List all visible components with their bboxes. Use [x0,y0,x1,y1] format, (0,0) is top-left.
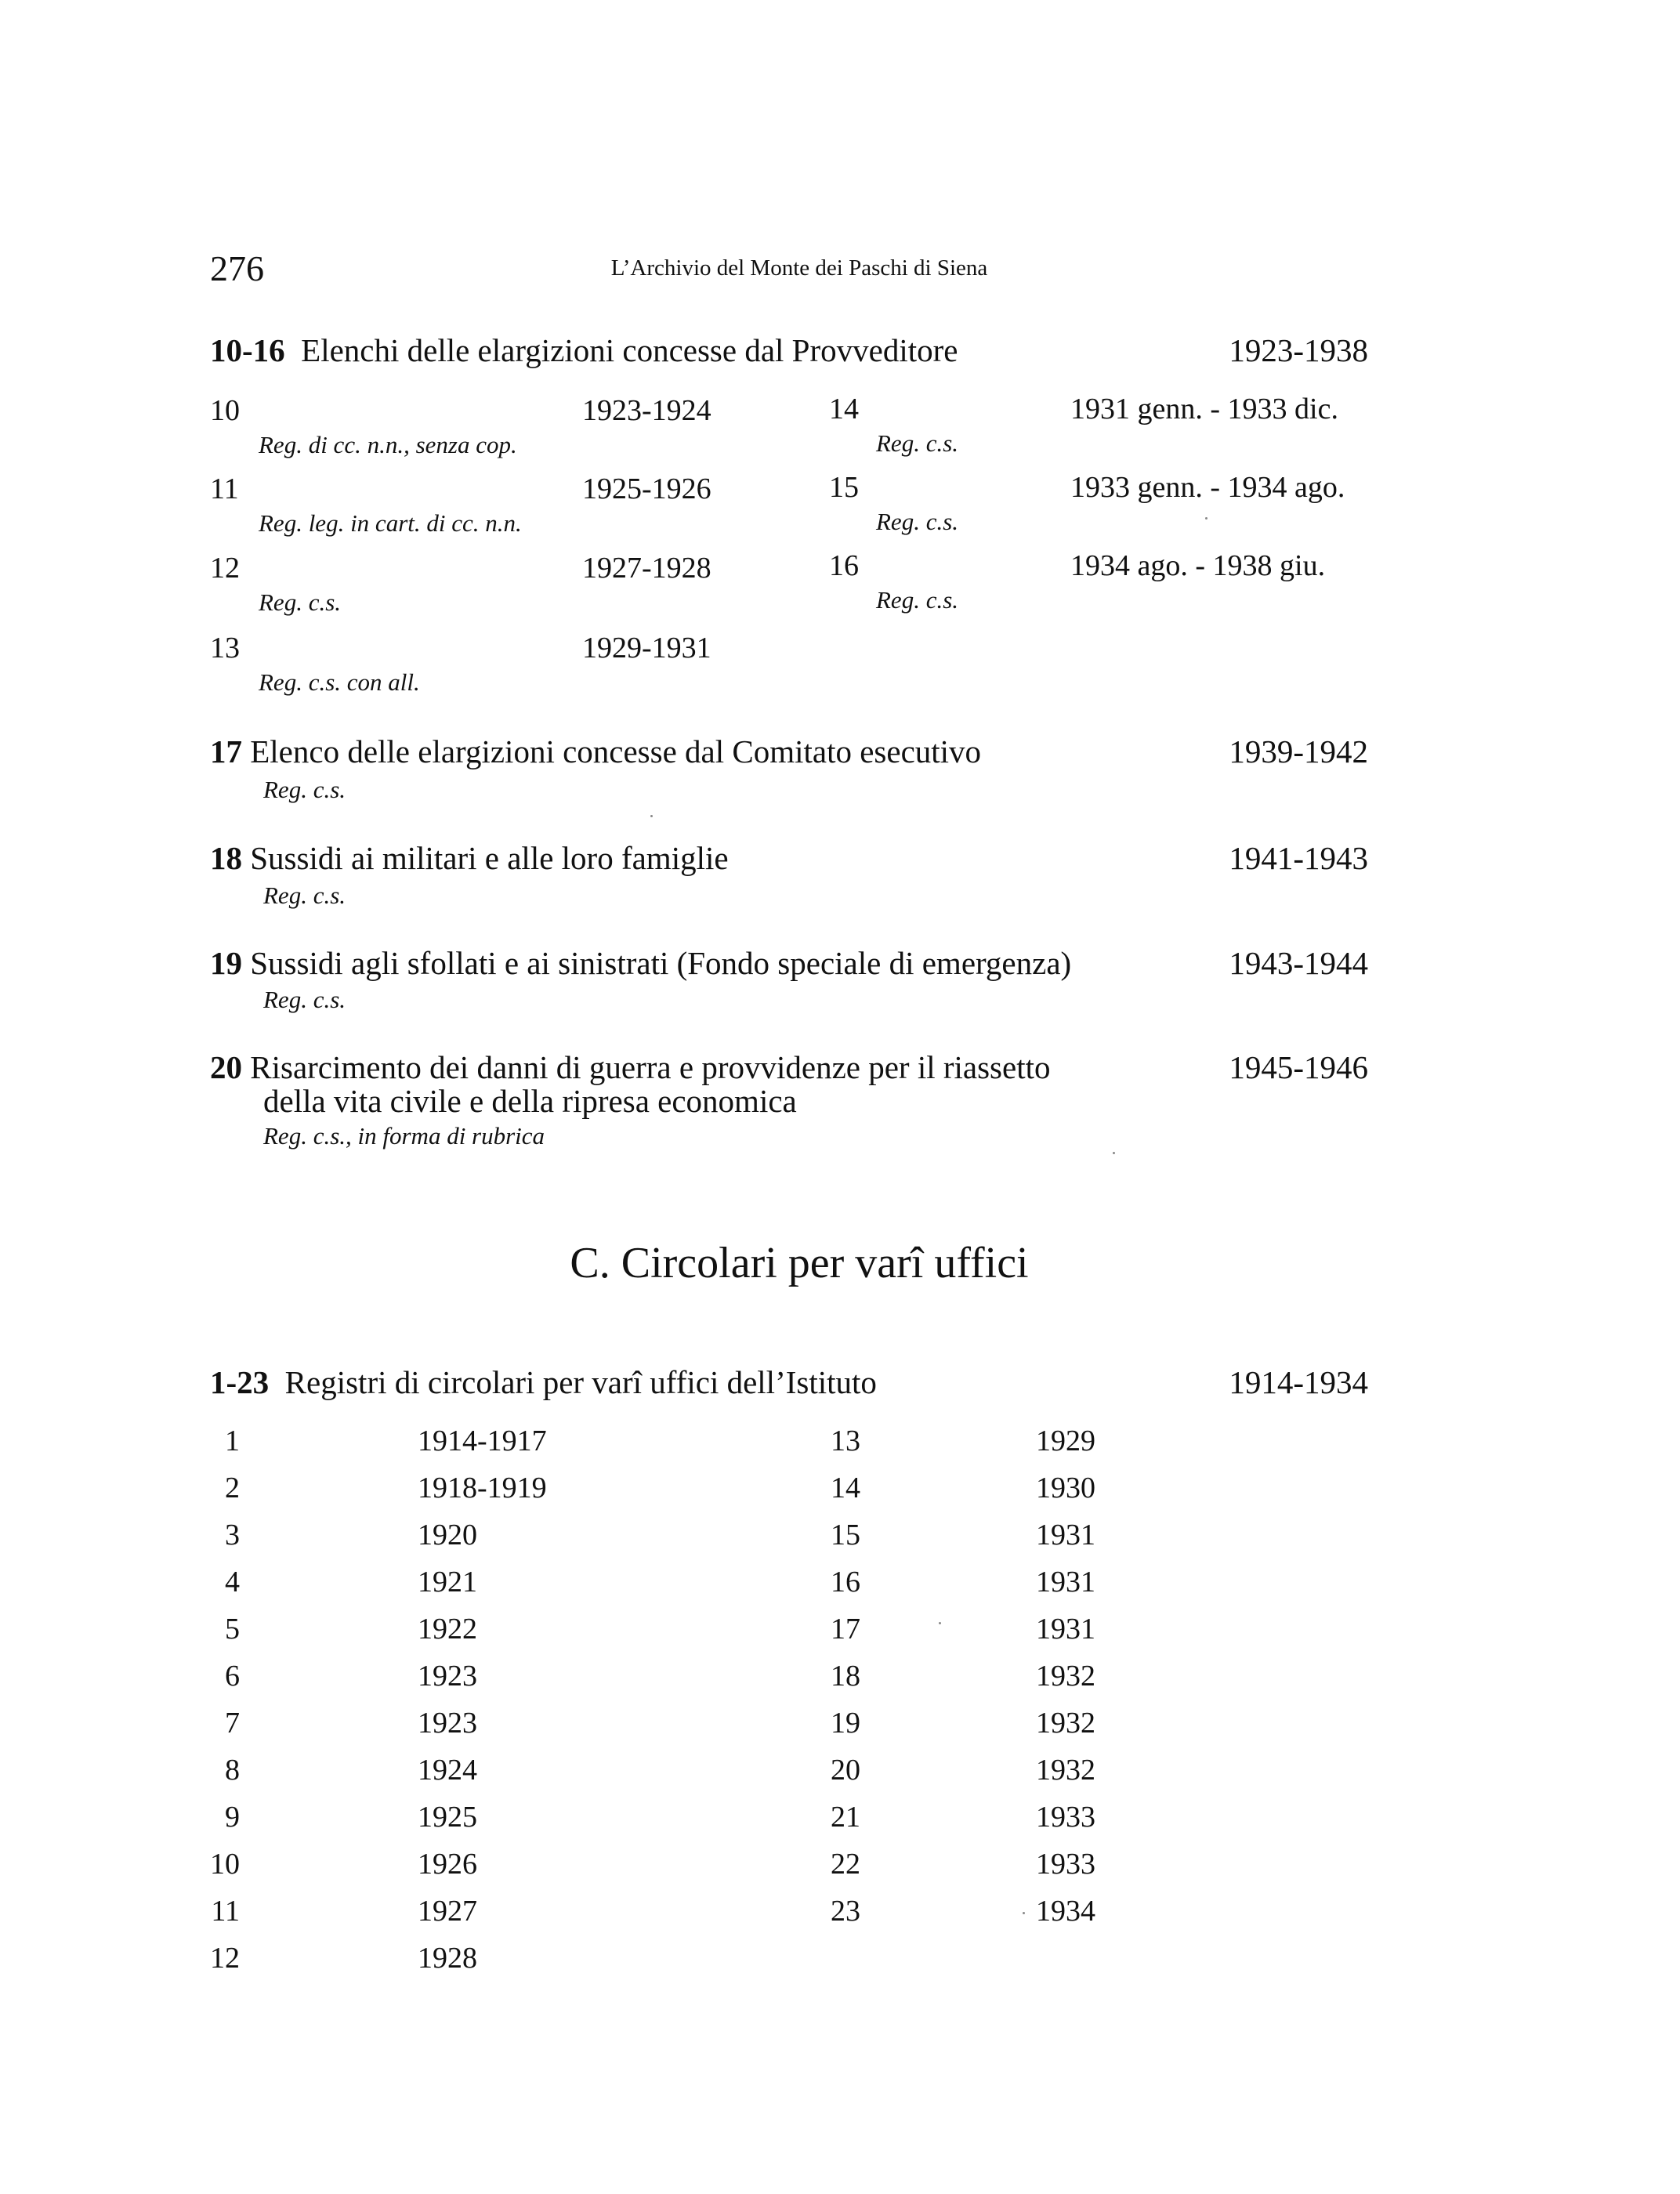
register-number: 18 [831,1660,860,1693]
entry-date: 1945-1946 [1229,1049,1368,1085]
register-year: 1920 [418,1519,477,1551]
register-year: 1925 [418,1801,477,1834]
sub-item-note: Reg. c.s. [876,586,959,614]
register-year: 1922 [418,1613,477,1646]
register-year: 1932 [1036,1707,1095,1740]
sub-item-number: 14 [829,393,859,425]
entry-title: Elenchi delle elargizioni concesse dal Provveditore [301,332,958,368]
entry-17 [210,733,1368,769]
entry-note: Reg. c.s. [263,776,346,803]
entry-19 [210,945,1368,981]
entry-title: Elenco delle elargizioni concesse dal Comitato esecutivo [250,733,982,769]
entry-title-continuation: della vita civile e della ripresa economica [263,1083,797,1119]
register-number: 16 [831,1566,860,1598]
sub-item-date: 1929-1931 [582,632,711,664]
register-year: 1918-1919 [418,1472,547,1504]
register-number: 23 [831,1895,860,1928]
scan-speck [1113,1152,1115,1154]
entry-number: 17 [210,733,242,769]
register-number: 13 [831,1425,860,1457]
sub-item-number: 12 [210,552,240,585]
register-year: 1929 [1036,1425,1095,1457]
entry-note: Reg. c.s. [263,882,346,909]
sub-item-number: 16 [829,549,859,582]
register-year: 1932 [1036,1660,1095,1693]
register-year: 1931 [1036,1613,1095,1646]
running-header: L’Archivio del Monte dei Paschi di Siena [610,255,988,281]
register-number: 9 [225,1801,240,1834]
register-year: 1923 [418,1707,477,1740]
register-number: 6 [225,1660,240,1693]
register-year: 1931 [1036,1519,1095,1551]
register-number: 7 [225,1707,240,1740]
sub-item-note: Reg. leg. in cart. di cc. n.n. [259,509,522,537]
register-year: 1914-1917 [418,1425,547,1457]
register-number: 2 [225,1472,240,1504]
register-year: 1934 [1036,1895,1095,1928]
entry-date: 1941-1943 [1229,840,1368,876]
register-number: 3 [225,1519,240,1551]
entry-number: 18 [210,840,242,876]
sub-item-date: 1927-1928 [582,552,711,585]
register-number: 20 [831,1754,860,1787]
section-heading: C. Circolari per varî uffici [570,1239,1029,1287]
register-year: 1921 [418,1566,477,1598]
entry-number: 20 [210,1049,242,1085]
register-number: 11 [211,1895,240,1928]
entry-date: 1923-1938 [1229,332,1368,368]
register-year: 1933 [1036,1848,1095,1881]
register-year: 1932 [1036,1754,1095,1787]
entry-date: 1939-1942 [1229,733,1368,769]
entry-title: Sussidi agli sfollati e ai sinistrati (Fondo speciale di emergenza) [250,945,1072,981]
register-number: 12 [210,1942,240,1975]
sub-item-note: Reg. c.s. con all. [259,668,420,696]
scan-speck [1023,1912,1025,1914]
entry-number: 1-23 [210,1364,270,1400]
register-year: 1924 [418,1754,477,1787]
scan-speck [939,1622,941,1624]
register-year: 1923 [418,1660,477,1693]
entry-date: 1943-1944 [1229,945,1368,981]
sub-item-date: 1925-1926 [582,472,711,505]
register-year: 1933 [1036,1801,1095,1834]
register-number: 15 [831,1519,860,1551]
register-year: 1928 [418,1942,477,1975]
register-number: 14 [831,1472,860,1504]
register-number: 17 [831,1613,860,1646]
sub-item-date: 1931 genn. - 1933 dic. [1070,393,1338,425]
entry-title: Registri di circolari per varî uffici dell’Istituto [284,1364,877,1400]
sub-item-note: Reg. c.s. [876,429,959,457]
sub-item-number: 10 [210,394,240,427]
register-number: 10 [210,1848,240,1881]
entry-1-23 [210,1364,1368,1400]
sub-item-date: 1934 ago. - 1938 giu. [1070,549,1326,582]
page-number: 276 [210,248,264,288]
sub-item-date: 1933 genn. - 1934 ago. [1070,471,1345,504]
entry-20 [210,1049,1368,1085]
entry-10-16 [210,332,1368,368]
register-year: 1926 [418,1848,477,1881]
entry-date: 1914-1934 [1229,1364,1368,1400]
entry-number: 10-16 [210,332,285,368]
entry-title: Sussidi ai militari e alle loro famiglie [250,840,729,876]
sub-item-date: 1923-1924 [582,394,711,427]
entry-title: Risarcimento dei danni di guerra e provvidenze per il riassetto [250,1049,1051,1085]
entry-number: 19 [210,945,242,981]
register-number: 4 [225,1566,240,1598]
sub-item-number: 11 [210,472,239,505]
register-number: 22 [831,1848,860,1881]
register-year: 1930 [1036,1472,1095,1504]
register-number: 1 [225,1425,240,1457]
entry-note: Reg. c.s., in forma di rubrica [263,1122,545,1149]
entry-note: Reg. c.s. [263,986,346,1013]
sub-item-number: 15 [829,471,859,504]
entry-18 [210,840,1368,876]
register-year: 1927 [418,1895,477,1928]
register-number: 8 [225,1754,240,1787]
scan-speck [650,815,653,817]
register-number: 19 [831,1707,860,1740]
register-number: 5 [225,1613,240,1646]
sub-item-note: Reg. di cc. n.n., senza cop. [259,431,517,458]
sub-item-note: Reg. c.s. [259,588,342,616]
sub-item-number: 13 [210,632,240,664]
scan-speck [1205,517,1208,520]
register-year: 1931 [1036,1566,1095,1598]
register-number: 21 [831,1801,860,1834]
sub-item-note: Reg. c.s. [876,508,959,535]
